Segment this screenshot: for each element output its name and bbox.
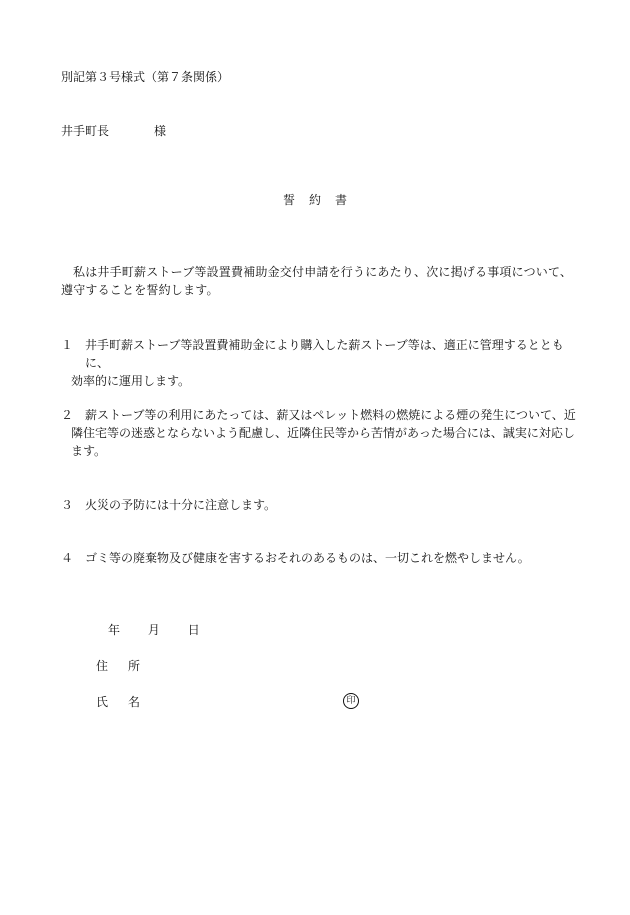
pledge-text: ゴミ等の廃棄物及び健康を害するおそれのあるものは、一切これを燃やしません。 xyxy=(85,551,530,565)
date-field xyxy=(108,621,224,639)
pledge-item-3 xyxy=(61,496,576,514)
pledge-text-continued: 隣住宅等の迷惑とならないよう配慮し、近隣住民等から苦情があった場合には、誠実に対応します。 xyxy=(71,426,575,458)
pledge-number: １ xyxy=(61,338,74,352)
document-title: 誓約書 xyxy=(282,193,361,207)
pledge-item-4 xyxy=(61,549,576,567)
date-year-label: 年 xyxy=(108,623,121,637)
pledge-item-2 xyxy=(61,406,576,460)
pledge-text: 火災の予防には十分に注意します。 xyxy=(85,498,277,512)
pledge-number: ２ xyxy=(61,408,74,422)
pledge-text-continued: 効率的に運用します。 xyxy=(71,374,191,388)
addressee xyxy=(61,122,167,140)
pledge-number: ４ xyxy=(61,551,74,565)
pledge-item-1 xyxy=(61,336,576,390)
date-day-label: 日 xyxy=(187,623,200,637)
pledge-text: 薪ストーブ等の利用にあたっては、薪又はペレット燃料の燃焼による煙の発生について、近 xyxy=(85,408,576,422)
name-label: 氏名 xyxy=(96,695,161,709)
intro-paragraph: 私は井手町薪ストーブ等設置費補助金交付申請を行うにあたり、次に掲げる事項について、遵守することを誓約します。 xyxy=(61,265,573,297)
pledge-number: ３ xyxy=(61,498,74,512)
addressee-honorific: 様 xyxy=(154,124,167,138)
form-number: 別記第３号様式（第７条関係） xyxy=(61,70,230,84)
addressee-title: 井手町長 xyxy=(61,124,110,138)
seal-icon: 印 xyxy=(343,693,359,709)
pledge-text: 井手町薪ストーブ等設置費補助金により購入した薪ストーブ等は、適正に管理するとともに、 xyxy=(85,338,564,370)
date-month-label: 月 xyxy=(147,623,160,637)
address-label: 住所 xyxy=(96,659,161,673)
